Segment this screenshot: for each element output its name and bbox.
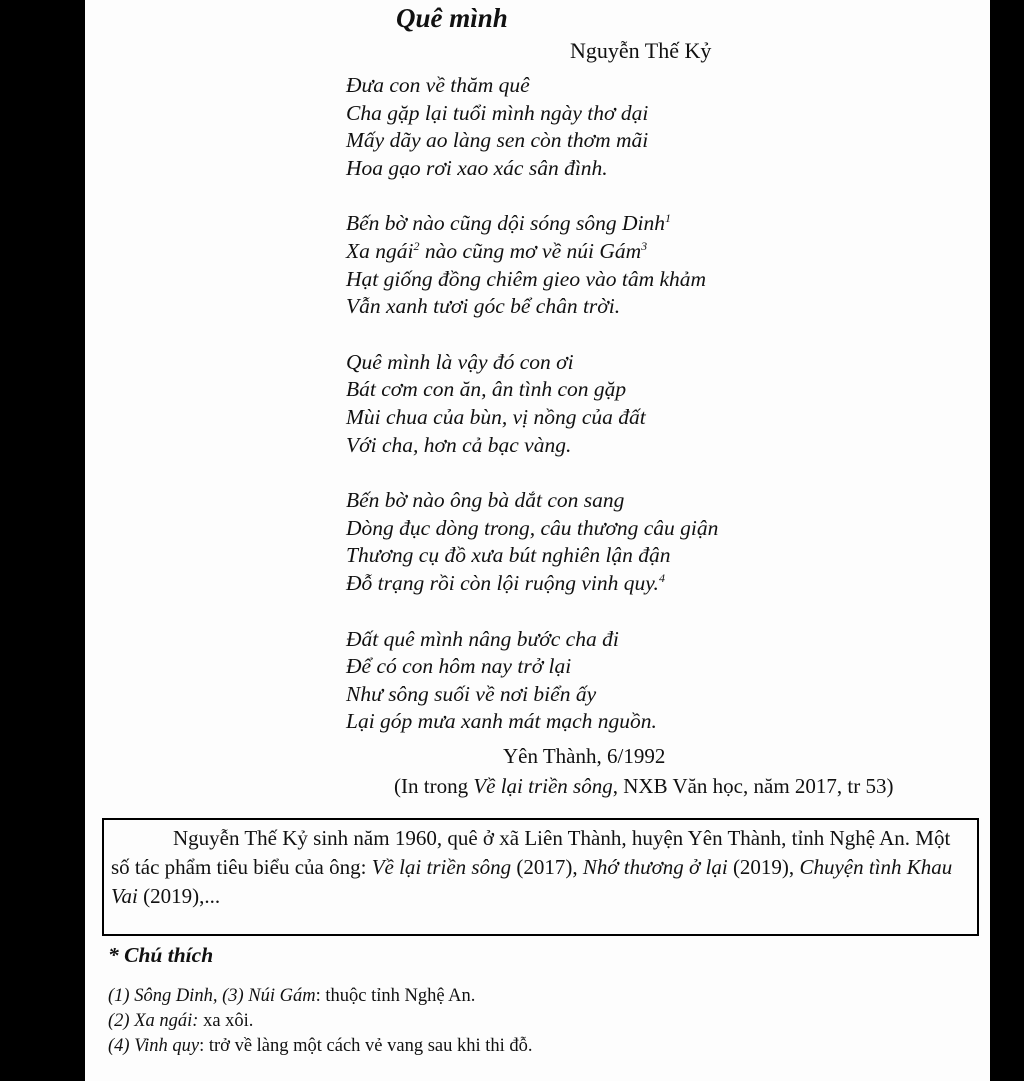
poem-line-text: Xa ngái	[346, 238, 414, 263]
poem-line-text: Bến bờ nào cũng dội sóng sông Dinh	[346, 211, 666, 236]
poem-line: Đưa con về thăm quê	[346, 73, 530, 97]
note-item	[108, 1009, 533, 1034]
stanza	[346, 72, 718, 182]
poem-line: Để có con hôm nay trở lại	[346, 654, 572, 679]
author-bio-box	[102, 818, 979, 936]
poem-title: Quê mình	[396, 3, 508, 33]
bio-text: Nguyễn Thế Kỷ sinh năm 1960, quê ở xã Liên Thành, huyện Yên Thành, tỉnh Nghệ An. Một số tác phẩm tiêu biểu của ông:	[111, 826, 951, 879]
footnote-ref: 2	[413, 238, 420, 253]
poem-line: Quê mình là vậy đó con ơi	[346, 349, 574, 374]
note-term: (2) Xa ngái:	[108, 1011, 199, 1031]
poem-body	[346, 72, 718, 736]
poem-author: Nguyễn Thế Kỷ	[570, 38, 712, 63]
poem-line: Với cha, hơn cả bạc vàng.	[346, 432, 572, 457]
work-title: Về lại triền sông	[371, 855, 512, 879]
document-page	[85, 0, 990, 1081]
work-title: Nhớ thương ở lại	[582, 855, 728, 879]
note-term: (1) Sông Dinh, (3) Núi Gám	[108, 986, 316, 1006]
poem-line	[346, 570, 718, 598]
notes-heading: * Chú thích	[108, 943, 214, 967]
footnote-ref: 3	[641, 238, 648, 253]
poem-date: Yên Thành, 6/1992	[503, 744, 666, 768]
note-item	[108, 984, 533, 1009]
note-definition: : trở về làng một cách vẻ vang sau khi thi đỗ.	[199, 1036, 533, 1056]
stanza	[346, 626, 718, 736]
note-term: (4) Vinh quy	[108, 1036, 200, 1056]
note-item	[108, 1034, 533, 1059]
footnote-ref: 4	[658, 570, 665, 585]
notes-list	[108, 984, 533, 1059]
poem-source	[394, 774, 893, 799]
stanza	[346, 487, 718, 597]
poem-line: Như sông suối về nơi biển ấy	[346, 681, 597, 706]
source-text: , NXB Văn học, năm 2017, tr 53)	[612, 774, 894, 798]
note-definition: xa xôi.	[198, 1011, 254, 1031]
poem-line	[346, 210, 718, 238]
poem-line: Đất quê mình nâng bước cha đi	[346, 626, 619, 651]
poem-line: Cha gặp lại tuổi mình ngày thơ dại	[346, 100, 649, 125]
poem-line: Thương cụ đồ xưa bút nghiên lận đận	[346, 543, 671, 568]
poem-line: Dòng đục dòng trong, câu thương câu giận	[346, 515, 719, 540]
work-title: Chuyện tình Khau Vai	[111, 855, 953, 908]
source-text: (In trong	[394, 774, 474, 798]
footnote-ref: 1	[665, 211, 672, 226]
note-definition: : thuộc tỉnh Nghệ An.	[315, 986, 476, 1006]
bio-text: (2019),	[727, 855, 800, 879]
poem-line: Hạt giống đồng chiêm gieo vào tâm khảm	[346, 266, 707, 291]
stanza	[346, 349, 718, 459]
poem-line: Mùi chua của bùn, vị nồng của đất	[346, 404, 646, 429]
poem-line: Bến bờ nào ông bà dắt con sang	[346, 488, 625, 513]
poem-line: Mấy dãy ao làng sen còn thơm mãi	[346, 128, 649, 153]
poem-line-text: nào cũng mơ về núi Gám	[419, 238, 642, 263]
poem-line-text: Đỗ trạng rồi còn lội ruộng vinh quy.	[346, 570, 659, 595]
bio-text: (2019),...	[137, 884, 221, 908]
poem-line: Bát cơm con ăn, ân tình con gặp	[346, 377, 627, 402]
bio-text: (2017),	[511, 855, 583, 879]
poem-line: Hoa gạo rơi xao xác sân đình.	[346, 155, 608, 180]
poem-line	[346, 238, 718, 266]
poem-line: Lại góp mưa xanh mát mạch nguồn.	[346, 709, 657, 734]
stanza	[346, 210, 718, 320]
poem-line: Vẫn xanh tươi góc bể chân trời.	[346, 294, 621, 319]
source-book-title: Về lại triền sông	[473, 774, 613, 798]
